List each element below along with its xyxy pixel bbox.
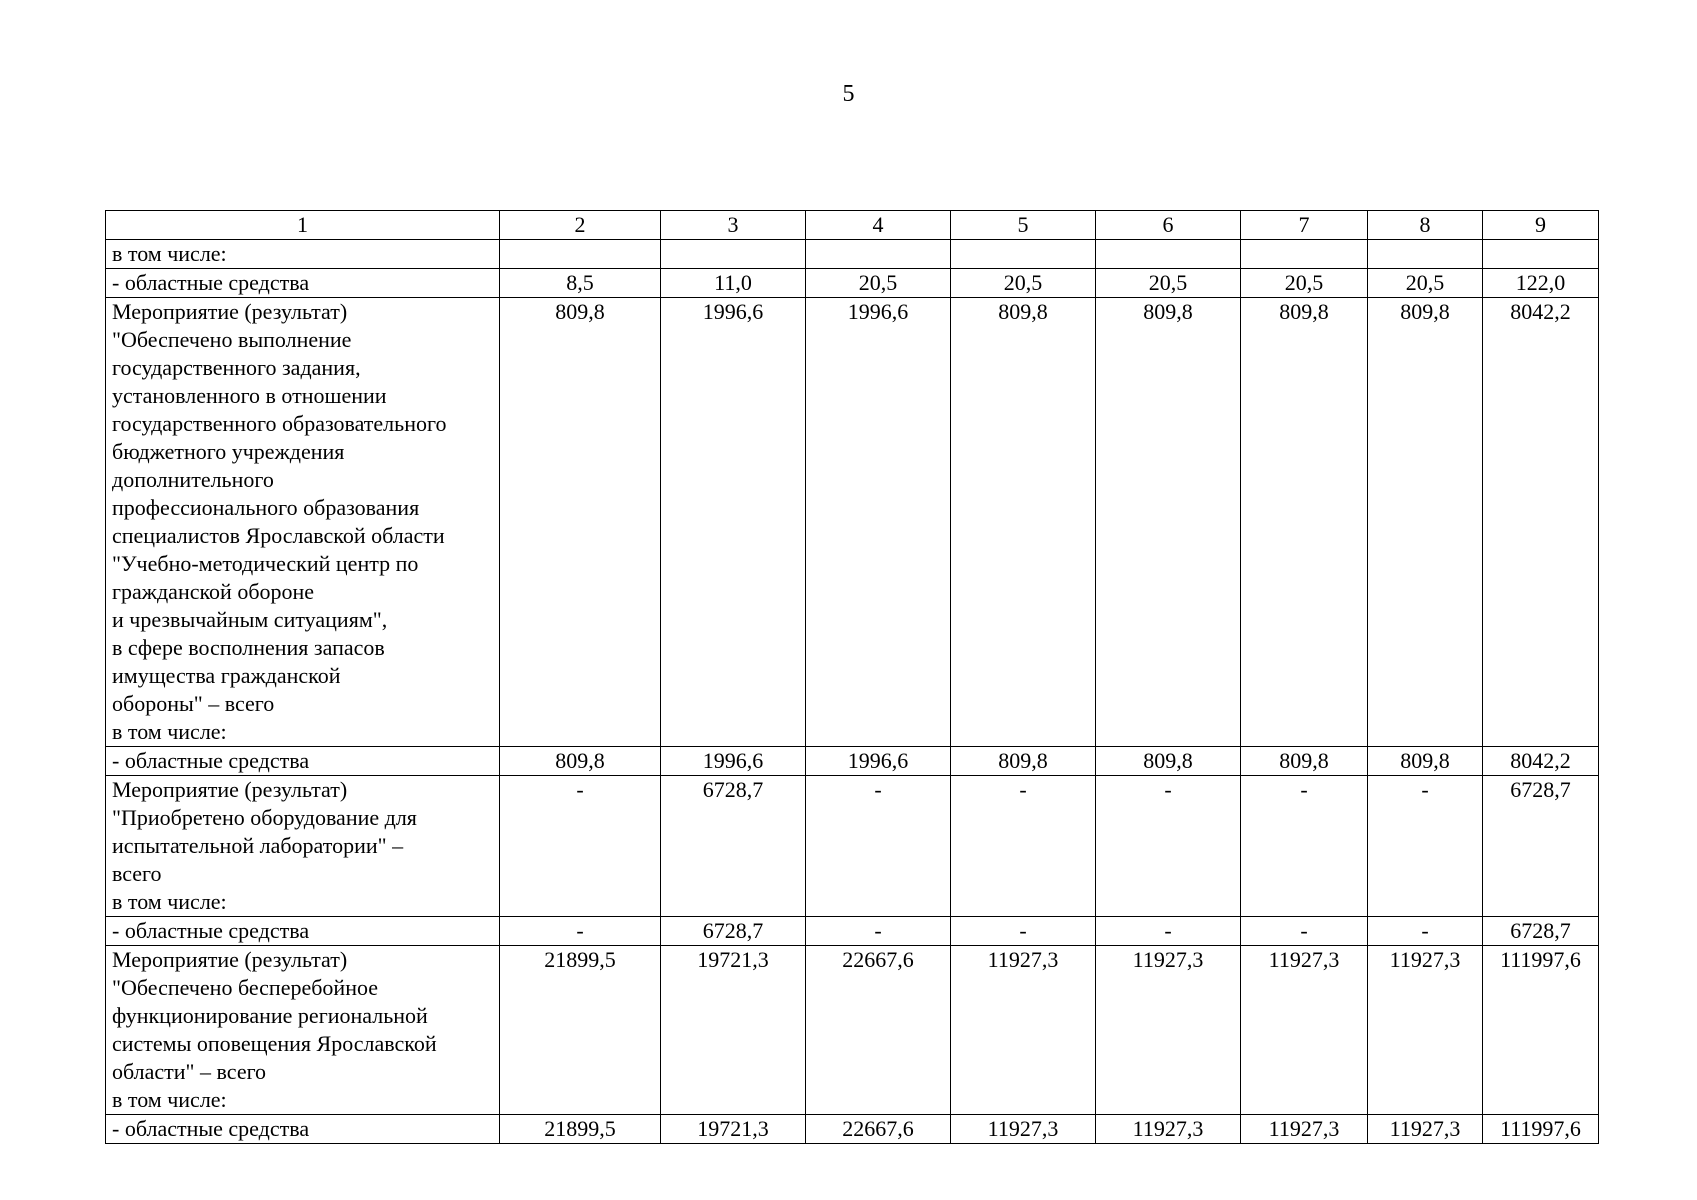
value-cell: 8,5 (500, 269, 661, 298)
value-cell: 809,8 (951, 298, 1096, 747)
value-cell: - (806, 776, 951, 917)
column-header-4: 4 (806, 211, 951, 240)
table-row (106, 1115, 1599, 1144)
header-row (106, 211, 1599, 240)
value-cell: 8042,2 (1483, 747, 1599, 776)
row-label: - областные средства (106, 1115, 500, 1144)
value-cell: 1996,6 (661, 298, 806, 747)
table-row (106, 298, 1599, 747)
value-cell: 809,8 (1241, 298, 1368, 747)
value-cell: 11927,3 (1096, 946, 1241, 1115)
value-cell: 19721,3 (661, 1115, 806, 1144)
value-cell: 809,8 (1096, 298, 1241, 747)
column-header-2: 2 (500, 211, 661, 240)
row-label: - областные средства (106, 269, 500, 298)
value-cell: - (951, 776, 1096, 917)
value-cell: 20,5 (1368, 269, 1483, 298)
value-cell: 11927,3 (1096, 1115, 1241, 1144)
value-cell: 8042,2 (1483, 298, 1599, 747)
column-header-3: 3 (661, 211, 806, 240)
row-label: Мероприятие (результат) "Обеспечено выполнение государственного задания, установленного в отношении государственного образовательного бюджетного учреждения дополнительного профессионального образования специалистов Ярославской области "Учебно-методический центр по гражданской обороне и чрезвычайным ситуациям", в сфере восполнения запасов имущества гражданской обороны" – всего в том числе: (106, 298, 500, 747)
row-label: в том числе: (106, 240, 500, 269)
value-cell: - (1368, 917, 1483, 946)
value-cell: 20,5 (806, 269, 951, 298)
value-cell: 111997,6 (1483, 1115, 1599, 1144)
value-cell (500, 240, 661, 269)
value-cell (951, 240, 1096, 269)
value-cell: 809,8 (951, 747, 1096, 776)
value-cell: 20,5 (1241, 269, 1368, 298)
value-cell (1241, 240, 1368, 269)
value-cell (1483, 240, 1599, 269)
value-cell (1096, 240, 1241, 269)
row-label: Мероприятие (результат) "Обеспечено бесперебойное функционирование региональной системы оповещения Ярославской области" – всего в том числе: (106, 946, 500, 1115)
table-body (106, 211, 1599, 1144)
table-row (106, 917, 1599, 946)
value-cell: 111997,6 (1483, 946, 1599, 1115)
value-cell (1368, 240, 1483, 269)
column-header-7: 7 (1241, 211, 1368, 240)
row-label: - областные средства (106, 917, 500, 946)
value-cell: - (1096, 776, 1241, 917)
value-cell: - (500, 776, 661, 917)
value-cell: - (1241, 917, 1368, 946)
value-cell: 11,0 (661, 269, 806, 298)
value-cell: 22667,6 (806, 946, 951, 1115)
value-cell: 1996,6 (661, 747, 806, 776)
value-cell: 809,8 (500, 298, 661, 747)
value-cell: 11927,3 (951, 1115, 1096, 1144)
value-cell: 809,8 (500, 747, 661, 776)
table-row (106, 776, 1599, 917)
column-header-8: 8 (1368, 211, 1483, 240)
value-cell: 19721,3 (661, 946, 806, 1115)
value-cell: 11927,3 (1368, 1115, 1483, 1144)
value-cell: 6728,7 (1483, 917, 1599, 946)
value-cell: 20,5 (1096, 269, 1241, 298)
value-cell: 809,8 (1368, 747, 1483, 776)
value-cell: 11927,3 (1241, 946, 1368, 1115)
value-cell: 11927,3 (1368, 946, 1483, 1115)
value-cell: 809,8 (1241, 747, 1368, 776)
value-cell: - (1241, 776, 1368, 917)
value-cell: 122,0 (1483, 269, 1599, 298)
table-row (106, 946, 1599, 1115)
column-header-9: 9 (1483, 211, 1599, 240)
table-row (106, 240, 1599, 269)
value-cell: - (500, 917, 661, 946)
budget-table (105, 210, 1599, 1144)
value-cell: 6728,7 (661, 917, 806, 946)
value-cell: 809,8 (1368, 298, 1483, 747)
value-cell: - (1368, 776, 1483, 917)
column-header-6: 6 (1096, 211, 1241, 240)
value-cell: 21899,5 (500, 1115, 661, 1144)
value-cell: 21899,5 (500, 946, 661, 1115)
value-cell: 1996,6 (806, 298, 951, 747)
value-cell: 6728,7 (661, 776, 806, 917)
table-row (106, 269, 1599, 298)
page-number: 5 (842, 81, 855, 107)
value-cell: 11927,3 (951, 946, 1096, 1115)
value-cell: 20,5 (951, 269, 1096, 298)
value-cell: - (951, 917, 1096, 946)
table-row (106, 747, 1599, 776)
value-cell: - (1096, 917, 1241, 946)
value-cell: 11927,3 (1241, 1115, 1368, 1144)
column-header-5: 5 (951, 211, 1096, 240)
value-cell: 809,8 (1096, 747, 1241, 776)
column-header-1: 1 (106, 211, 500, 240)
value-cell: 6728,7 (1483, 776, 1599, 917)
row-label: Мероприятие (результат) "Приобретено оборудование для испытательной лаборатории" – всего в том числе: (106, 776, 500, 917)
row-label: - областные средства (106, 747, 500, 776)
value-cell (806, 240, 951, 269)
value-cell: - (806, 917, 951, 946)
value-cell: 1996,6 (806, 747, 951, 776)
value-cell: 22667,6 (806, 1115, 951, 1144)
value-cell (661, 240, 806, 269)
